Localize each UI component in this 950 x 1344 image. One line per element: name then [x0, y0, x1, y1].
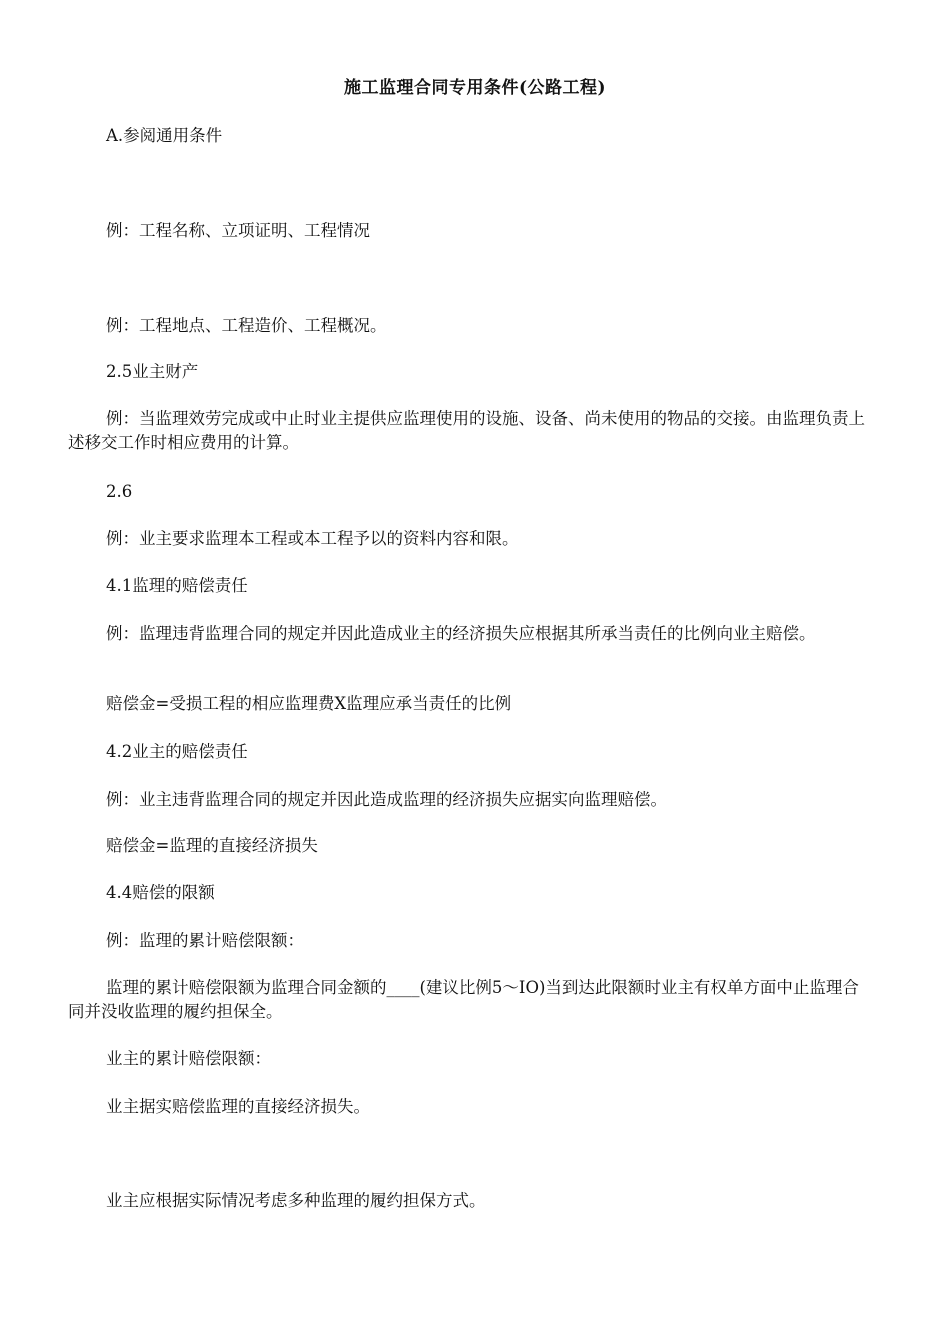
- section-heading: 2.6: [106, 482, 133, 501]
- paragraph: 例：工程地点、工程造价、工程概况。: [106, 316, 387, 335]
- paragraph: 业主的累计赔偿限额：: [106, 1049, 271, 1068]
- formula-line: 赔偿金=受损工程的相应监理费X监理应承当责任的比例: [106, 694, 512, 713]
- section-heading: 2.5业主财产: [106, 362, 199, 381]
- paragraph: 例：工程名称、立项证明、工程情况: [106, 221, 370, 240]
- paragraph: 例：监理的累计赔偿限额：: [106, 931, 304, 950]
- paragraph: 例：监理违背监理合同的规定并因此造成业主的经济损失应根据其所承当责任的比例向业主赔偿。: [106, 624, 816, 643]
- paragraph: 业主据实赔偿监理的直接经济损失。: [106, 1097, 370, 1116]
- paragraph: A.参阅通用条件: [106, 126, 223, 145]
- paragraph: 例：业主违背监理合同的规定并因此造成监理的经济损失应据实向监理赔偿。: [106, 790, 667, 809]
- paragraph: 业主应根据实际情况考虑多种监理的履约担保方式。: [106, 1191, 486, 1210]
- section-heading: 4.1监理的赔偿责任: [106, 576, 248, 595]
- section-heading: 4.2业主的赔偿责任: [106, 742, 248, 761]
- section-heading: 4.4赔偿的限额: [106, 883, 215, 902]
- paragraph: 监理的累计赔偿限额为监理合同金额的____(建议比例5～IO)当到达此限额时业主有权单方面中止监理合同并没收监理的履约担保全。: [68, 978, 859, 1021]
- paragraph: 例：业主要求监理本工程或本工程予以的资料内容和限。: [106, 529, 519, 548]
- paragraph: 例：当监理效劳完成或中止时业主提供应监理使用的设施、设备、尚未使用的物品的交接。由监理负责上述移交工作时相应费用的计算。: [68, 409, 865, 452]
- formula-line: 赔偿金=监理的直接经济损失: [106, 836, 318, 855]
- document-title: 施工监理合同专用条件(公路工程): [343, 78, 607, 98]
